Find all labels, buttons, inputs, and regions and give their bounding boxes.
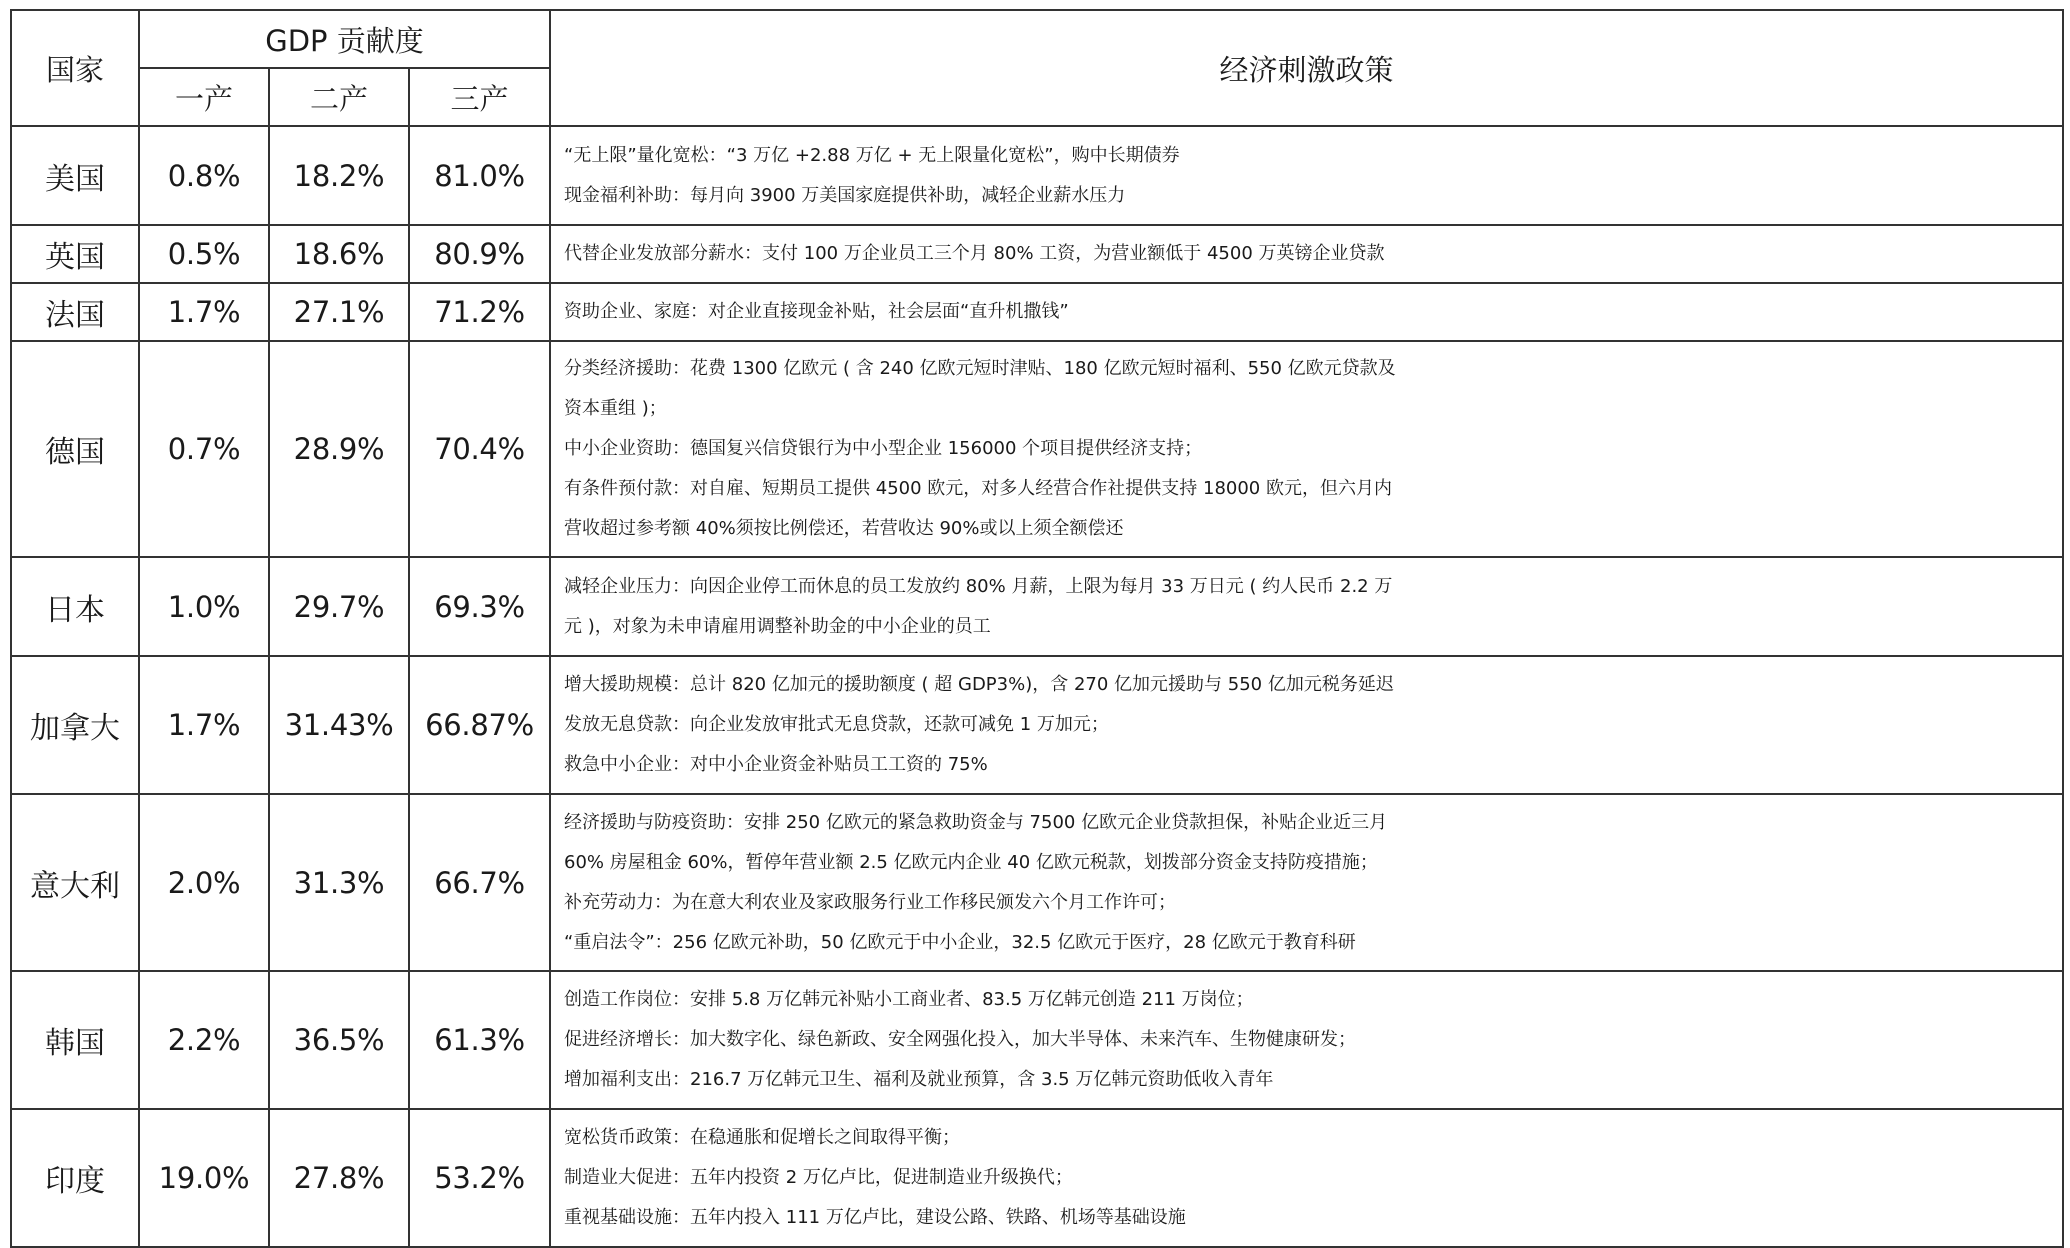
tertiary-industry-cell: 53.2% bbox=[409, 1109, 550, 1247]
header-tertiary-industry: 三产 bbox=[409, 68, 550, 126]
primary-industry-cell: 0.8% bbox=[139, 126, 269, 225]
policy-line: 增大援助规模：总计 820 亿加元的援助额度 ( 超 GDP3%)，含 270 亿加元援助与 550 亿加元税务延迟 bbox=[564, 674, 1394, 695]
country-cell: 德国 bbox=[11, 341, 139, 557]
secondary-industry-cell: 27.1% bbox=[269, 283, 409, 341]
primary-industry-cell: 0.5% bbox=[139, 225, 269, 283]
policy-line: 创造工作岗位：安排 5.8 万亿韩元补贴小工商业者、83.5 万亿韩元创造 211 万岗位； bbox=[564, 989, 1254, 1010]
policy-line: 经济援助与防疫资助：安排 250 亿欧元的紧急救助资金与 7500 亿欧元企业贷款担保，补贴企业近三月 bbox=[564, 811, 1388, 833]
table-row bbox=[11, 656, 2063, 794]
policy-line: 补充劳动力：为在意大利农业及家政服务行业工作移民颁发六个月工作许可； bbox=[564, 891, 1177, 913]
tertiary-industry-cell: 70.4% bbox=[409, 341, 550, 557]
policy-cell bbox=[550, 557, 2063, 656]
policy-line: 资本重组 )； bbox=[564, 398, 667, 419]
policy-line: 现金福利补助：每月向 3900 万美国家庭提供补助，减轻企业薪水压力 bbox=[564, 184, 1126, 206]
tertiary-industry-cell: 80.9% bbox=[409, 225, 550, 283]
policy-cell bbox=[550, 126, 2063, 225]
policy-line: 60% 房屋租金 60%，暂停年营业额 2.5 亿欧元内企业 40 亿欧元税款，划拨部分资金支持防疫措施； bbox=[564, 851, 1378, 873]
primary-industry-cell: 1.7% bbox=[139, 656, 269, 794]
policy-line: 救急中小企业：对中小企业资金补贴员工工资的 75% bbox=[564, 754, 988, 775]
secondary-industry-cell: 18.6% bbox=[269, 225, 409, 283]
secondary-industry-cell: 28.9% bbox=[269, 341, 409, 557]
header-country: 国家 bbox=[11, 10, 139, 126]
table-row bbox=[11, 557, 2063, 656]
secondary-industry-cell: 27.8% bbox=[269, 1109, 409, 1247]
policy-cell bbox=[550, 225, 2063, 283]
policy-line: 分类经济援助：花费 1300 亿欧元 ( 含 240 亿欧元短时津贴、180 亿欧元短时福利、550 亿欧元贷款及 bbox=[564, 358, 1396, 379]
primary-industry-cell: 0.7% bbox=[139, 341, 269, 557]
policy-line: 代替企业发放部分薪水：支付 100 万企业员工三个月 80% 工资，为营业额低于 4500 万英镑企业贷款 bbox=[564, 243, 1385, 264]
secondary-industry-cell: 36.5% bbox=[269, 971, 409, 1109]
tertiary-industry-cell: 69.3% bbox=[409, 557, 550, 656]
table-row bbox=[11, 341, 2063, 557]
country-cell: 法国 bbox=[11, 283, 139, 341]
policy-line: 发放无息贷款：向企业发放审批式无息贷款，还款可减免 1 万加元； bbox=[564, 714, 1109, 735]
policy-cell bbox=[550, 656, 2063, 794]
policy-line: “无上限”量化宽松：“3 万亿 +2.88 万亿 + 无上限量化宽松”，购中长期债券 bbox=[564, 144, 1180, 166]
table-row bbox=[11, 283, 2063, 341]
policy-line: 促进经济增长：加大数字化、绿色新政、安全网强化投入，加大半导体、未来汽车、生物健康研发； bbox=[564, 1029, 1357, 1050]
country-cell: 加拿大 bbox=[11, 656, 139, 794]
primary-industry-cell: 1.0% bbox=[139, 557, 269, 656]
secondary-industry-cell: 29.7% bbox=[269, 557, 409, 656]
policy-line: 制造业大促进：五年内投资 2 万亿卢比，促进制造业升级换代； bbox=[564, 1167, 1073, 1188]
table-row bbox=[11, 126, 2063, 225]
policy-cell bbox=[550, 794, 2063, 971]
policy-line: 营收超过参考额 40%须按比例偿还，若营收达 90%或以上须全额偿还 bbox=[564, 518, 1124, 539]
policy-line: 元 )，对象为未申请雇用调整补助金的中小企业的员工 bbox=[564, 615, 991, 637]
country-cell: 印度 bbox=[11, 1109, 139, 1247]
header-primary-industry: 一产 bbox=[139, 68, 269, 126]
primary-industry-cell: 1.7% bbox=[139, 283, 269, 341]
header-gdp-contribution: GDP 贡献度 bbox=[139, 10, 550, 68]
country-cell: 美国 bbox=[11, 126, 139, 225]
header-secondary-industry: 二产 bbox=[269, 68, 409, 126]
country-cell: 意大利 bbox=[11, 794, 139, 971]
country-cell: 韩国 bbox=[11, 971, 139, 1109]
policy-line: 有条件预付款：对自雇、短期员工提供 4500 欧元，对多人经营合作社提供支持 18000 欧元，但六月内 bbox=[564, 478, 1392, 499]
policy-line: “重启法令”：256 亿欧元补助，50 亿欧元于中小企业，32.5 亿欧元于医疗，28 亿欧元于教育科研 bbox=[564, 931, 1356, 953]
policy-line: 宽松货币政策：在稳通胀和促增长之间取得平衡； bbox=[564, 1127, 961, 1148]
tertiary-industry-cell: 71.2% bbox=[409, 283, 550, 341]
country-cell: 英国 bbox=[11, 225, 139, 283]
primary-industry-cell: 2.0% bbox=[139, 794, 269, 971]
tertiary-industry-cell: 61.3% bbox=[409, 971, 550, 1109]
table-body bbox=[11, 126, 2063, 1247]
primary-industry-cell: 2.2% bbox=[139, 971, 269, 1109]
primary-industry-cell: 19.0% bbox=[139, 1109, 269, 1247]
table-row bbox=[11, 225, 2063, 283]
policy-line: 资助企业、家庭：对企业直接现金补贴，社会层面“直升机撒钱” bbox=[564, 301, 1069, 322]
policy-cell bbox=[550, 1109, 2063, 1247]
policy-line: 中小企业资助：德国复兴信贷银行为中小型企业 156000 个项目提供经济支持； bbox=[564, 438, 1203, 459]
table-row bbox=[11, 794, 2063, 971]
tertiary-industry-cell: 81.0% bbox=[409, 126, 550, 225]
policy-line: 减轻企业压力：向因企业停工而休息的员工发放约 80% 月薪，上限为每月 33 万日元 ( 约人民币 2.2 万 bbox=[564, 575, 1393, 597]
policy-line: 重视基础设施：五年内投入 111 万亿卢比，建设公路、铁路、机场等基础设施 bbox=[564, 1207, 1186, 1228]
country-cell: 日本 bbox=[11, 557, 139, 656]
policy-cell bbox=[550, 341, 2063, 557]
header-row-top bbox=[11, 10, 2063, 68]
secondary-industry-cell: 31.43% bbox=[269, 656, 409, 794]
secondary-industry-cell: 18.2% bbox=[269, 126, 409, 225]
policy-cell bbox=[550, 971, 2063, 1109]
table-row bbox=[11, 971, 2063, 1109]
tertiary-industry-cell: 66.87% bbox=[409, 656, 550, 794]
tertiary-industry-cell: 66.7% bbox=[409, 794, 550, 971]
policy-line: 增加福利支出：216.7 万亿韩元卫生、福利及就业预算，含 3.5 万亿韩元资助低收入青年 bbox=[564, 1069, 1274, 1090]
header-stimulus-policy: 经济刺激政策 bbox=[550, 10, 2063, 126]
policy-cell bbox=[550, 283, 2063, 341]
stimulus-policy-table bbox=[10, 9, 2064, 1248]
secondary-industry-cell: 31.3% bbox=[269, 794, 409, 971]
table-row bbox=[11, 1109, 2063, 1247]
